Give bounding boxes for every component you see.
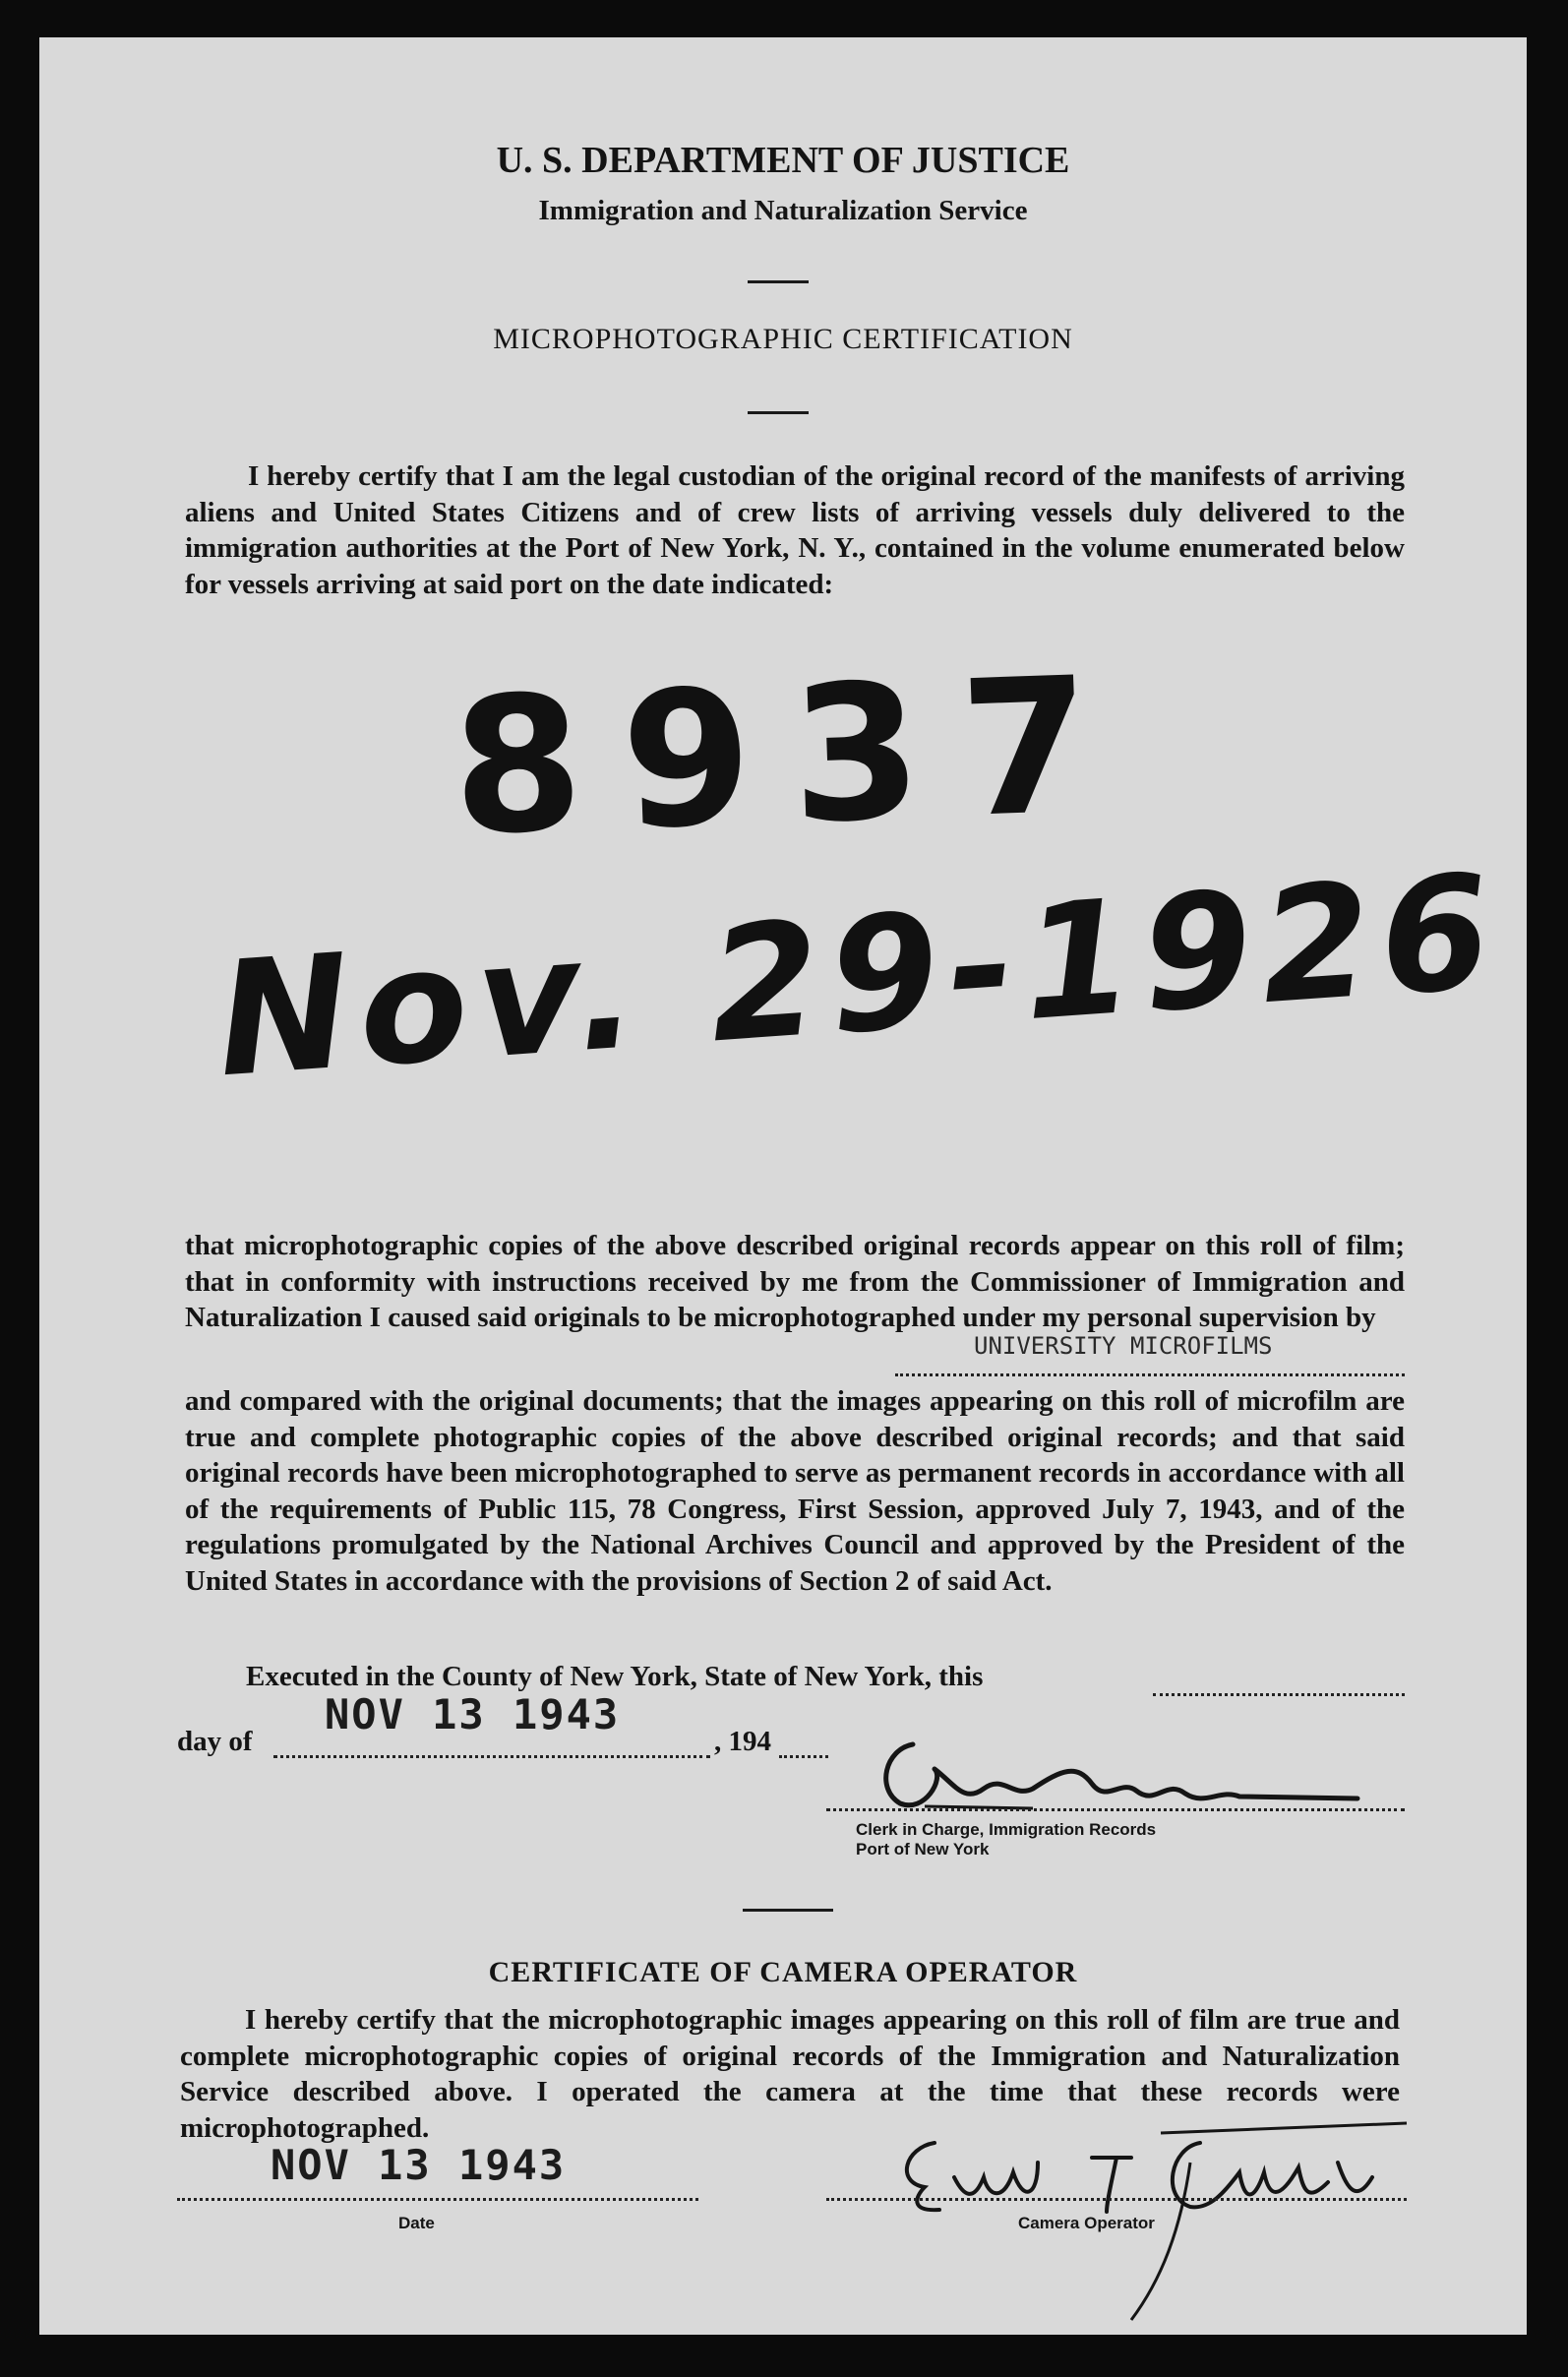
- header-divider-top: [748, 280, 809, 283]
- camera-operator-label: Camera Operator: [1018, 2214, 1155, 2232]
- intro-paragraph: I hereby certify that I am the legal custodian of the original record of the manifests of arriving aliens and United States Citizens and of crew lists of arriving vessels duly delivered to the immigration authorities at the Port of New York, N. Y., contained in the volume enumerated below for vessels arriving at said port on the date indicated:: [185, 460, 1405, 600]
- day-of-label: day of: [177, 1726, 253, 1757]
- camera-section-divider: [743, 1909, 833, 1912]
- certificate-page: [39, 37, 1527, 2335]
- photographer-name: UNIVERSITY MICROFILMS: [974, 1332, 1273, 1360]
- photographer-dotted-line: [895, 1373, 1405, 1376]
- execution-day-dotted-line: [1153, 1693, 1405, 1696]
- camera-operator-signature: [866, 2103, 1456, 2340]
- certification-title: MICROPHOTOGRAPHIC CERTIFICATION: [493, 323, 1073, 355]
- camera-operator-line: [826, 2198, 1407, 2201]
- service-subheading: Immigration and Naturalization Service: [538, 195, 1028, 226]
- camera-certificate-paragraph: I hereby certify that the microphotographic images appearing on this roll of film are true and complete microphotographic copies of original records of the Immigration and Naturalization Service described above. I operated the camera at the time that these records were microphotographed.: [180, 2004, 1400, 2144]
- department-heading: U. S. DEPARTMENT OF JUSTICE: [496, 140, 1070, 181]
- clerk-title: [856, 1820, 1156, 1859]
- clerk-title-line2: Port of New York: [856, 1840, 990, 1859]
- date-line: [177, 2198, 698, 2201]
- execution-date-stamp: NOV 13 1943: [325, 1690, 621, 1738]
- clerk-title-line1: Clerk in Charge, Immigration Records: [856, 1820, 1157, 1839]
- execution-line: [246, 1661, 983, 1693]
- body-paragraph-start: that microphotographic copies of the above described original records appear on this roll of film; that in conformity with instructions received by me from the Commissioner of Immigration and Naturalization I caused said originals to be microphotographed under my personal supervision by: [185, 1230, 1405, 1333]
- camera-certificate-title: CERTIFICATE OF CAMERA OPERATOR: [488, 1956, 1078, 1988]
- header-divider-bottom: [748, 411, 809, 414]
- year-dotted-line: [779, 1755, 828, 1758]
- clerk-signature-line: [826, 1808, 1405, 1811]
- date-label: Date: [398, 2214, 435, 2232]
- handwritten-volume-number: 8937: [449, 636, 1134, 877]
- day-of-dotted-line: [273, 1755, 710, 1758]
- year-prefix: , 194: [714, 1726, 771, 1757]
- handwritten-arrival-date: Nov. 29-1926: [211, 838, 1506, 1113]
- execution-text: Executed in the County of New York, State of New York, this: [246, 1661, 984, 1692]
- camera-date-stamp: NOV 13 1943: [271, 2141, 567, 2189]
- body-paragraph-end: and compared with the original documents; that the images appearing on this roll of microfilm are true and complete photographic copies of the above described original records; and that said original records have been microphotographed to serve as permanent records in accordance with all of the requirements of Public 115, 78 Congress, First Session, approved July 7, 1943, and of the regulations promulgated by the National Archives Council and approved by the President of the United States in accordance with the provisions of Section 2 of said Act.: [185, 1385, 1405, 1597]
